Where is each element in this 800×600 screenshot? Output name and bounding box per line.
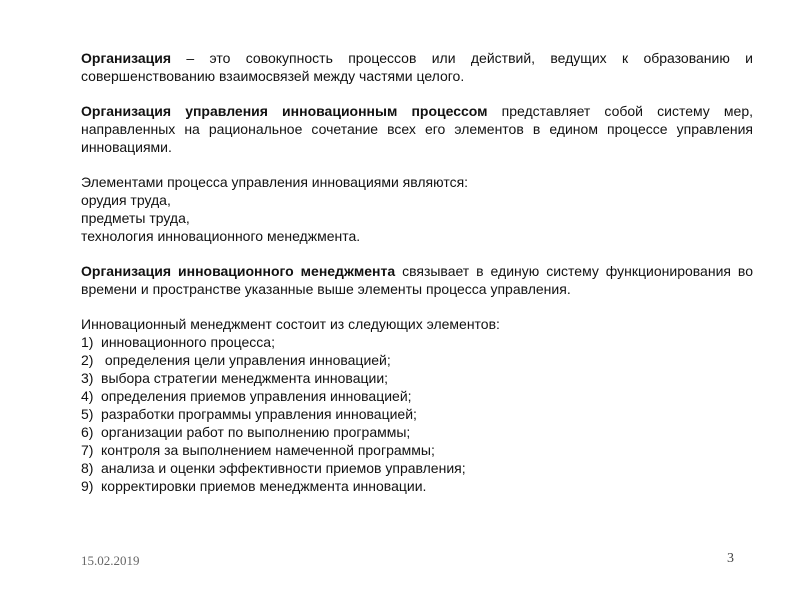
- list-item-number: 3): [81, 370, 94, 386]
- list-item-text: контроля за выполнением намеченной программы;: [101, 442, 435, 458]
- term-innovation-process-management: Организация управления инновационным процессом: [81, 103, 488, 119]
- management-block: [81, 315, 753, 495]
- list-item-number: 4): [81, 388, 94, 404]
- definition-innovation-process-management: [81, 102, 753, 156]
- elements-block: [81, 173, 753, 245]
- list-item: [81, 441, 753, 459]
- list-item-text: анализа и оценки эффективности приемов управления;: [101, 460, 466, 476]
- management-intro: Инновационный менеджмент состоит из следующих элементов:: [81, 316, 500, 332]
- list-item-number: 6): [81, 424, 94, 440]
- list-item: [81, 477, 753, 495]
- list-item-text: корректировки приемов менеджмента инновации.: [101, 478, 427, 494]
- list-item: [81, 369, 753, 387]
- term-organization: Организация: [81, 50, 172, 66]
- page-number: 3: [727, 551, 734, 566]
- list-item-number: 8): [81, 460, 94, 476]
- list-item: [81, 405, 753, 423]
- list-item-number: 1): [81, 334, 94, 350]
- definition-innovation-management-organization: [81, 262, 753, 298]
- list-item-text: организации работ по выполнению программы;: [101, 424, 411, 440]
- list-item-number: 9): [81, 478, 94, 494]
- element-item: орудия труда,: [81, 192, 171, 208]
- list-item: [81, 387, 753, 405]
- list-item-text: определения цели управления инновацией;: [101, 352, 391, 368]
- list-item-text: определения приемов управления инновацией;: [101, 388, 412, 404]
- management-elements-list: [81, 333, 753, 495]
- list-item: [81, 423, 753, 441]
- list-item-text: выбора стратегии менеджмента инновации;: [101, 370, 389, 386]
- definition-organization-text: – это совокупность процессов или действий, ведущих к образованию и совершенствованию взаимосвязей между частями целого.: [81, 50, 753, 84]
- elements-intro: Элементами процесса управления инновациями являются:: [81, 174, 469, 190]
- definition-organization: [81, 49, 753, 85]
- definition-innovation-process-management-text: представляет собой систему мер, направленных на рациональное сочетание всех его элементов в едином процессе управления инновациями.: [81, 103, 753, 155]
- list-item-number: 7): [81, 442, 94, 458]
- term-innovation-management-organization: Организация инновационного менеджмента: [81, 263, 396, 279]
- definition-innovation-management-organization-text: связывает в единую систему функционирования во времени и пространстве указанные выше элементы процесса управления.: [81, 263, 753, 297]
- slide-content: [81, 49, 753, 495]
- list-item: [81, 459, 753, 477]
- element-item: технология инновационного менеджмента.: [81, 228, 361, 244]
- list-item-number: 2): [81, 352, 94, 368]
- list-item: [81, 351, 753, 369]
- list-item-text: инновационного процесса;: [101, 334, 275, 350]
- list-item-number: 5): [81, 406, 94, 422]
- element-item: предметы труда,: [81, 210, 190, 226]
- footer-date: 15.02.2019: [81, 553, 140, 568]
- list-item-text: разработки программы управления инновацией;: [101, 406, 417, 422]
- list-item: [81, 333, 753, 351]
